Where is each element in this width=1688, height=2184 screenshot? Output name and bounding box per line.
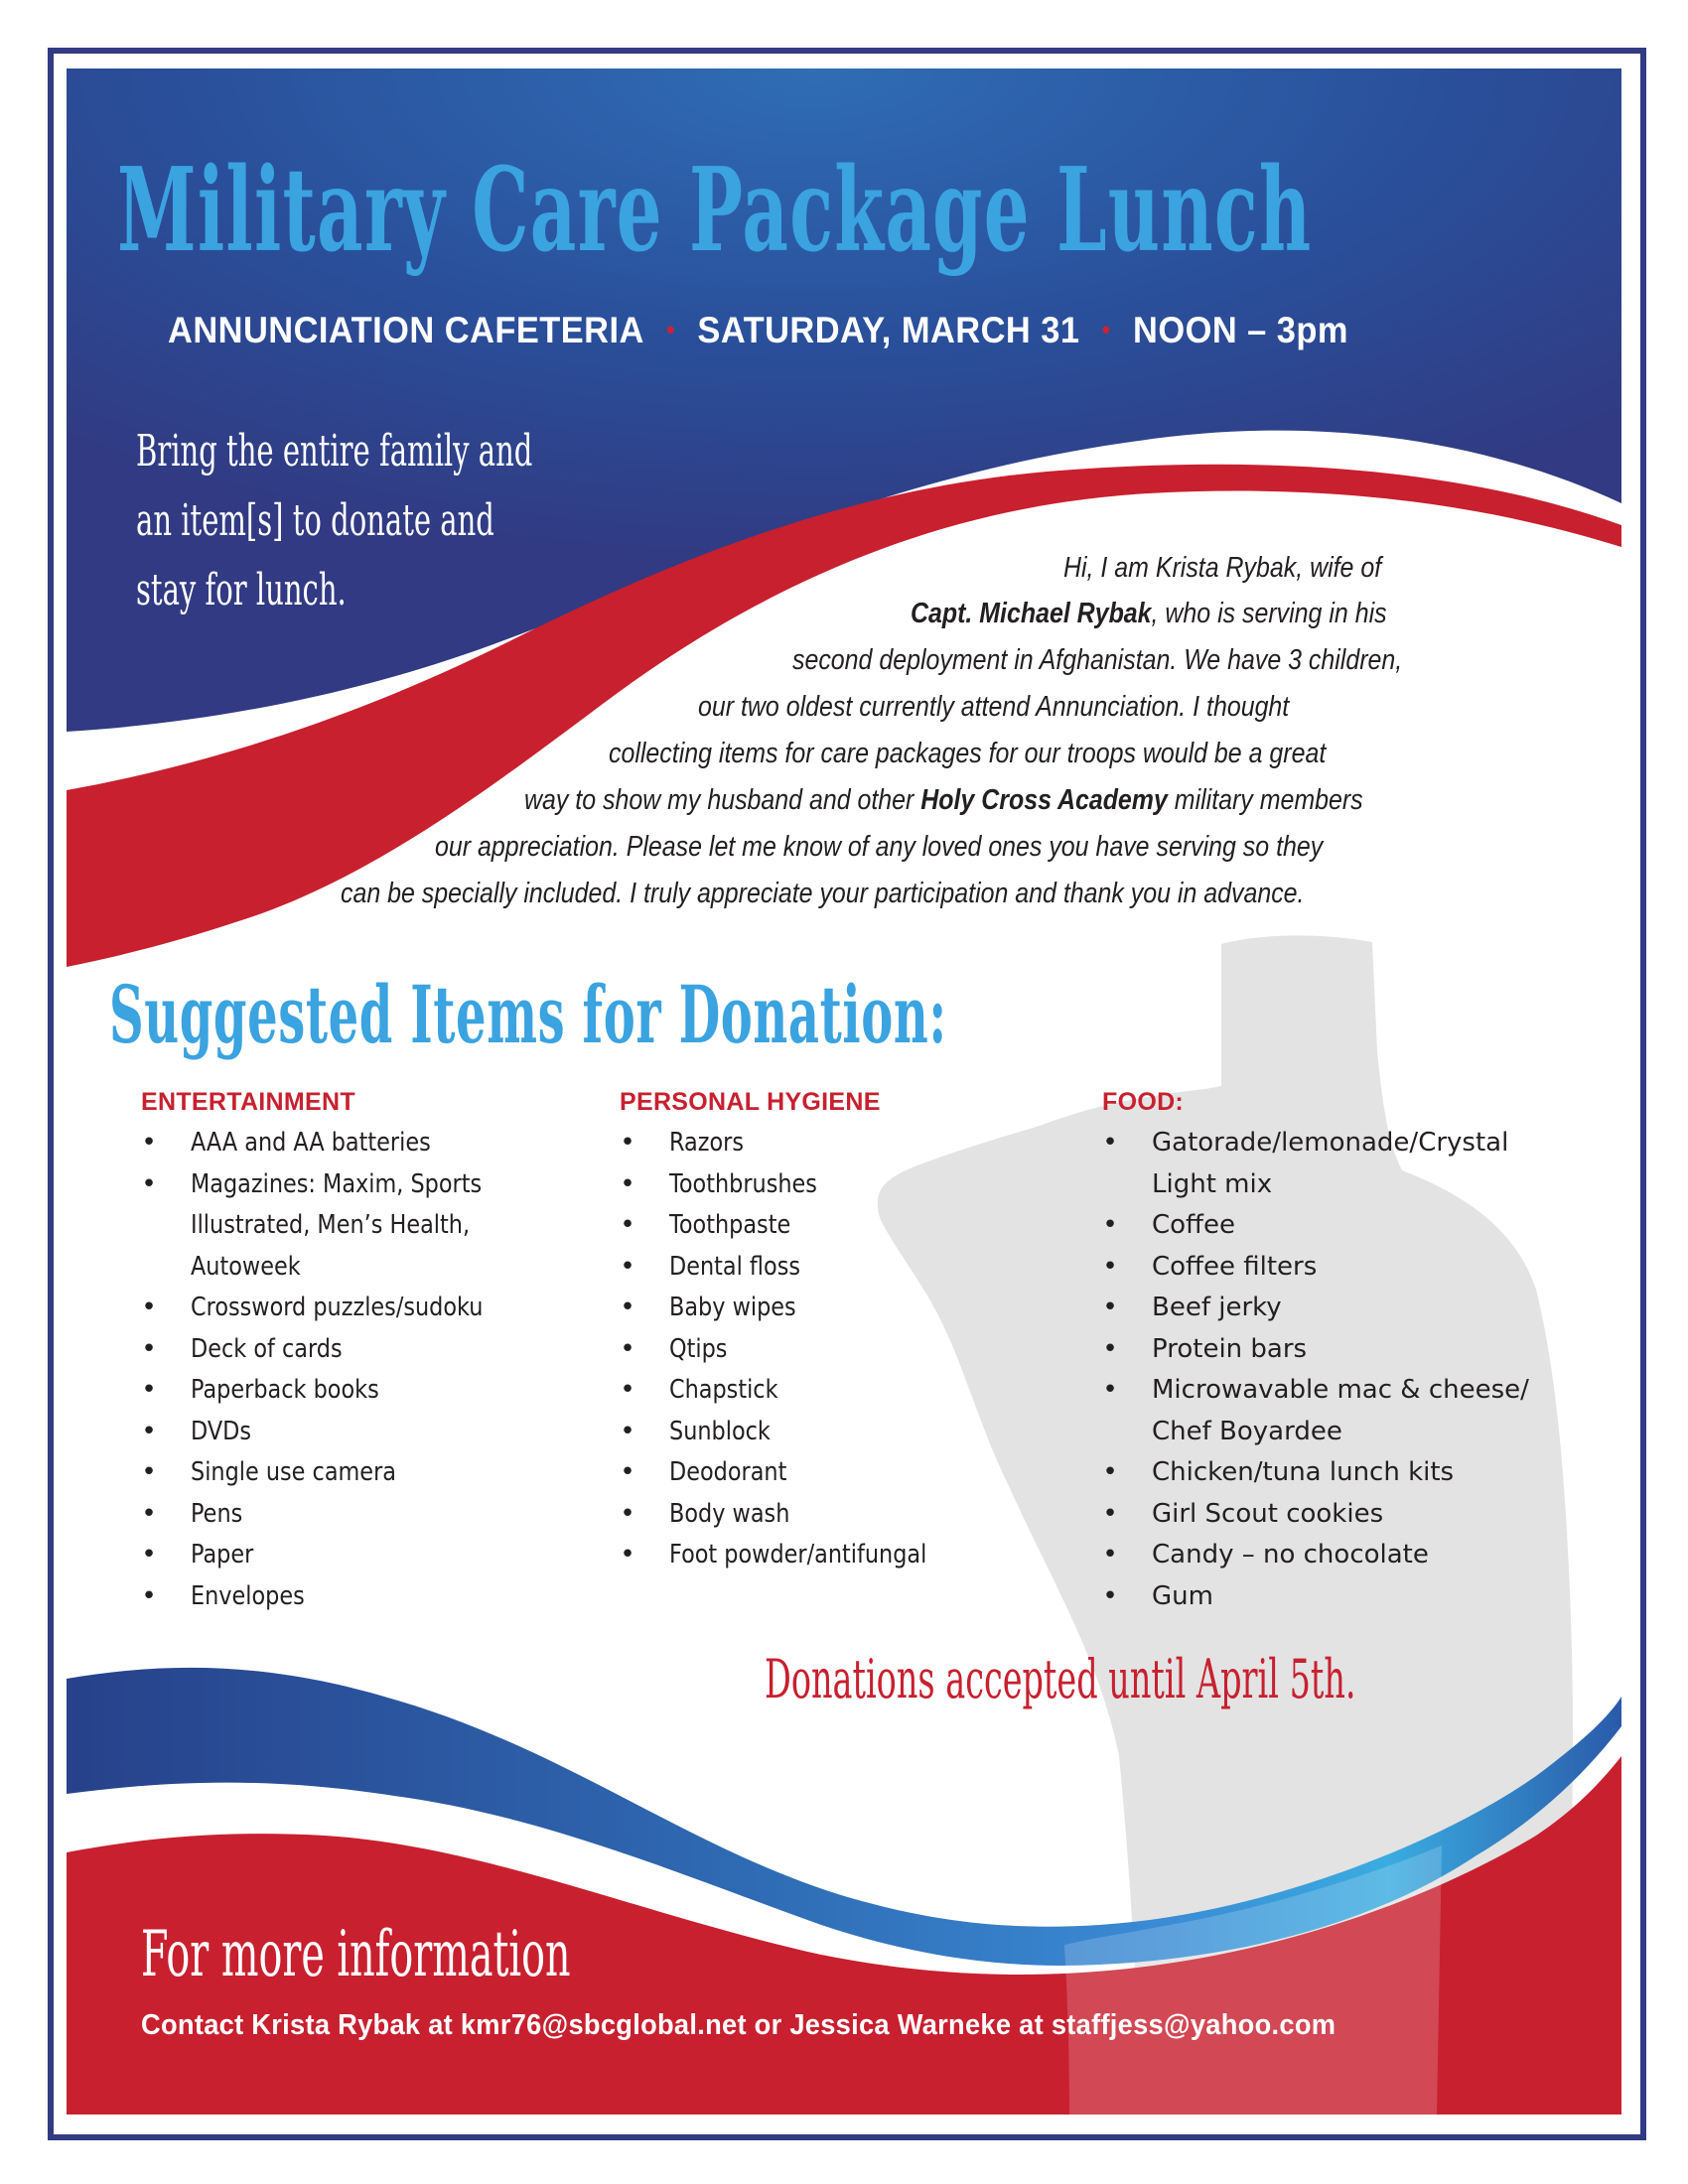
school-name: Holy Cross Academy: [920, 784, 1168, 816]
bullet-icon: •: [620, 1375, 635, 1405]
list-item: • Paper: [141, 1535, 530, 1576]
letter-line: Capt. Michael Rybak, who is serving in his: [911, 598, 1387, 629]
list-item: • Toothpaste: [620, 1205, 969, 1247]
bullet-icon: •: [1102, 1540, 1118, 1570]
bullet-icon: •: [1102, 1333, 1118, 1364]
event-time: NOON – 3pm: [1133, 310, 1348, 350]
bullet-icon: •: [1102, 1293, 1118, 1322]
donation-section-title: Suggested Items for Donation:: [109, 968, 947, 1061]
more-info-heading: For more information: [141, 1918, 571, 1991]
category-food: [1102, 1088, 1529, 1617]
category-heading: ENTERTAINMENT: [141, 1088, 355, 1116]
category-personal-hygiene: [620, 1088, 969, 1576]
list-item: • DVDs: [141, 1412, 530, 1453]
list-item: • Chapstick: [620, 1370, 969, 1412]
bullet-icon: •: [620, 1128, 635, 1158]
letter-line: our appreciation. Please let me know of any loved ones you have serving so they: [435, 831, 1324, 863]
list-item: • Single use camera: [141, 1452, 530, 1494]
intro-text: [136, 417, 532, 625]
bullet-icon: •: [620, 1333, 635, 1364]
category-entertainment: [141, 1088, 530, 1617]
bullet-icon: •: [620, 1251, 635, 1282]
list-item: • Crossword puzzles/sudoku: [141, 1288, 530, 1329]
list-item-continuation: Illustrated, Men’s Health,: [191, 1210, 471, 1240]
list-item: • Body wash: [620, 1494, 969, 1536]
bullet-icon: •: [141, 1333, 157, 1364]
list-item: • Deodorant: [620, 1452, 969, 1494]
letter-line: second deployment in Afghanistan. We have 3 children,: [792, 644, 1403, 676]
list-item: • Pens: [141, 1494, 530, 1536]
bullet-icon: •: [620, 1540, 635, 1570]
list-item: • Gatorade/lemonade/Crystal: [1102, 1123, 1529, 1164]
bullet-icon: •: [141, 1168, 157, 1199]
list-item-continuation: Autoweek: [191, 1251, 301, 1282]
letter-line: can be specially included. I truly appreciate your participation and thank you in advance.: [341, 878, 1305, 909]
letter-line: way to show my husband and other Holy Cross Academy military members: [524, 784, 1363, 816]
event-title: Military Care Package Lunch: [117, 143, 1313, 278]
list-item: • Chicken/tuna lunch kits: [1102, 1452, 1529, 1494]
event-location: ANNUNCIATION CAFETERIA: [168, 310, 644, 350]
list-item: • Candy – no chocolate: [1102, 1535, 1529, 1576]
event-date: SATURDAY, MARCH 31: [697, 310, 1080, 350]
bullet-icon: •: [1102, 1210, 1118, 1240]
list-item: • Deck of cards: [141, 1329, 530, 1371]
list-item: • Toothbrushes: [620, 1164, 969, 1206]
bullet-icon: •: [1102, 1498, 1118, 1529]
bullet-icon: •: [141, 1457, 157, 1487]
event-details: [168, 310, 1348, 351]
bullet-icon: •: [141, 1540, 157, 1570]
list-item: • Microwavable mac & cheese/: [1102, 1370, 1529, 1412]
intro-line: stay for lunch.: [136, 565, 347, 615]
list-item-continuation: Chef Boyardee: [1152, 1416, 1342, 1446]
donation-deadline: Donations accepted until April 5th.: [765, 1648, 1356, 1710]
intro-line: an item[s] to donate and: [136, 495, 494, 546]
bullet-icon: •: [620, 1293, 635, 1322]
contact-info: Contact Krista Rybak at kmr76@sbcglobal.net or Jessica Warneke at staffjess@yahoo.com: [141, 2009, 1336, 2041]
bullet-icon: •: [1102, 1457, 1118, 1487]
list-item: • Coffee filters: [1102, 1247, 1529, 1289]
list-item: • Foot powder/antifungal: [620, 1535, 969, 1576]
separator-dot: •: [1101, 315, 1111, 344]
bullet-icon: •: [141, 1375, 157, 1405]
letter-line: collecting items for care packages for our troops would be a great: [609, 738, 1327, 769]
list-item: • Beef jerky: [1102, 1288, 1529, 1329]
bullet-icon: •: [620, 1498, 635, 1529]
list-item: • Paperback books: [141, 1370, 530, 1412]
list-item: • Gum: [1102, 1576, 1529, 1618]
hygiene-list: [620, 1123, 969, 1576]
bullet-icon: •: [1102, 1580, 1118, 1611]
letter-line: our two oldest currently attend Annunciation. I thought: [698, 691, 1290, 723]
bullet-icon: •: [620, 1416, 635, 1446]
bullet-icon: •: [141, 1416, 157, 1446]
list-item: • Baby wipes: [620, 1288, 969, 1329]
separator-dot: •: [666, 315, 676, 344]
list-item: • Sunblock: [620, 1412, 969, 1453]
list-item: • Protein bars: [1102, 1329, 1529, 1371]
bullet-icon: •: [141, 1580, 157, 1611]
category-heading: PERSONAL HYGIENE: [620, 1088, 881, 1116]
list-item: • Qtips: [620, 1329, 969, 1371]
list-item: • Dental floss: [620, 1247, 969, 1289]
list-item: • Girl Scout cookies: [1102, 1494, 1529, 1536]
list-item-continuation: Light mix: [1152, 1168, 1273, 1199]
bullet-icon: •: [620, 1210, 635, 1240]
list-item: • Magazines: Maxim, Sports: [141, 1164, 530, 1206]
list-item: • AAA and AA batteries: [141, 1123, 530, 1164]
list-item: • Envelopes: [141, 1576, 530, 1618]
bullet-icon: •: [1102, 1375, 1118, 1405]
bullet-icon: •: [141, 1293, 157, 1322]
intro-line: Bring the entire family and: [136, 426, 533, 477]
bullet-icon: •: [1102, 1251, 1118, 1282]
category-heading: FOOD:: [1102, 1088, 1185, 1116]
bullet-icon: •: [620, 1168, 635, 1199]
letter-line: Hi, I am Krista Rybak, wife of: [1063, 552, 1382, 584]
list-item: • Razors: [620, 1123, 969, 1164]
list-item: • Coffee: [1102, 1205, 1529, 1247]
bullet-icon: •: [141, 1498, 157, 1529]
food-list: [1102, 1123, 1529, 1617]
bullet-icon: •: [141, 1128, 157, 1158]
bullet-icon: •: [1102, 1128, 1118, 1158]
bullet-icon: •: [620, 1457, 635, 1487]
husband-name: Capt. Michael Rybak: [911, 598, 1152, 629]
entertainment-list: [141, 1123, 530, 1617]
